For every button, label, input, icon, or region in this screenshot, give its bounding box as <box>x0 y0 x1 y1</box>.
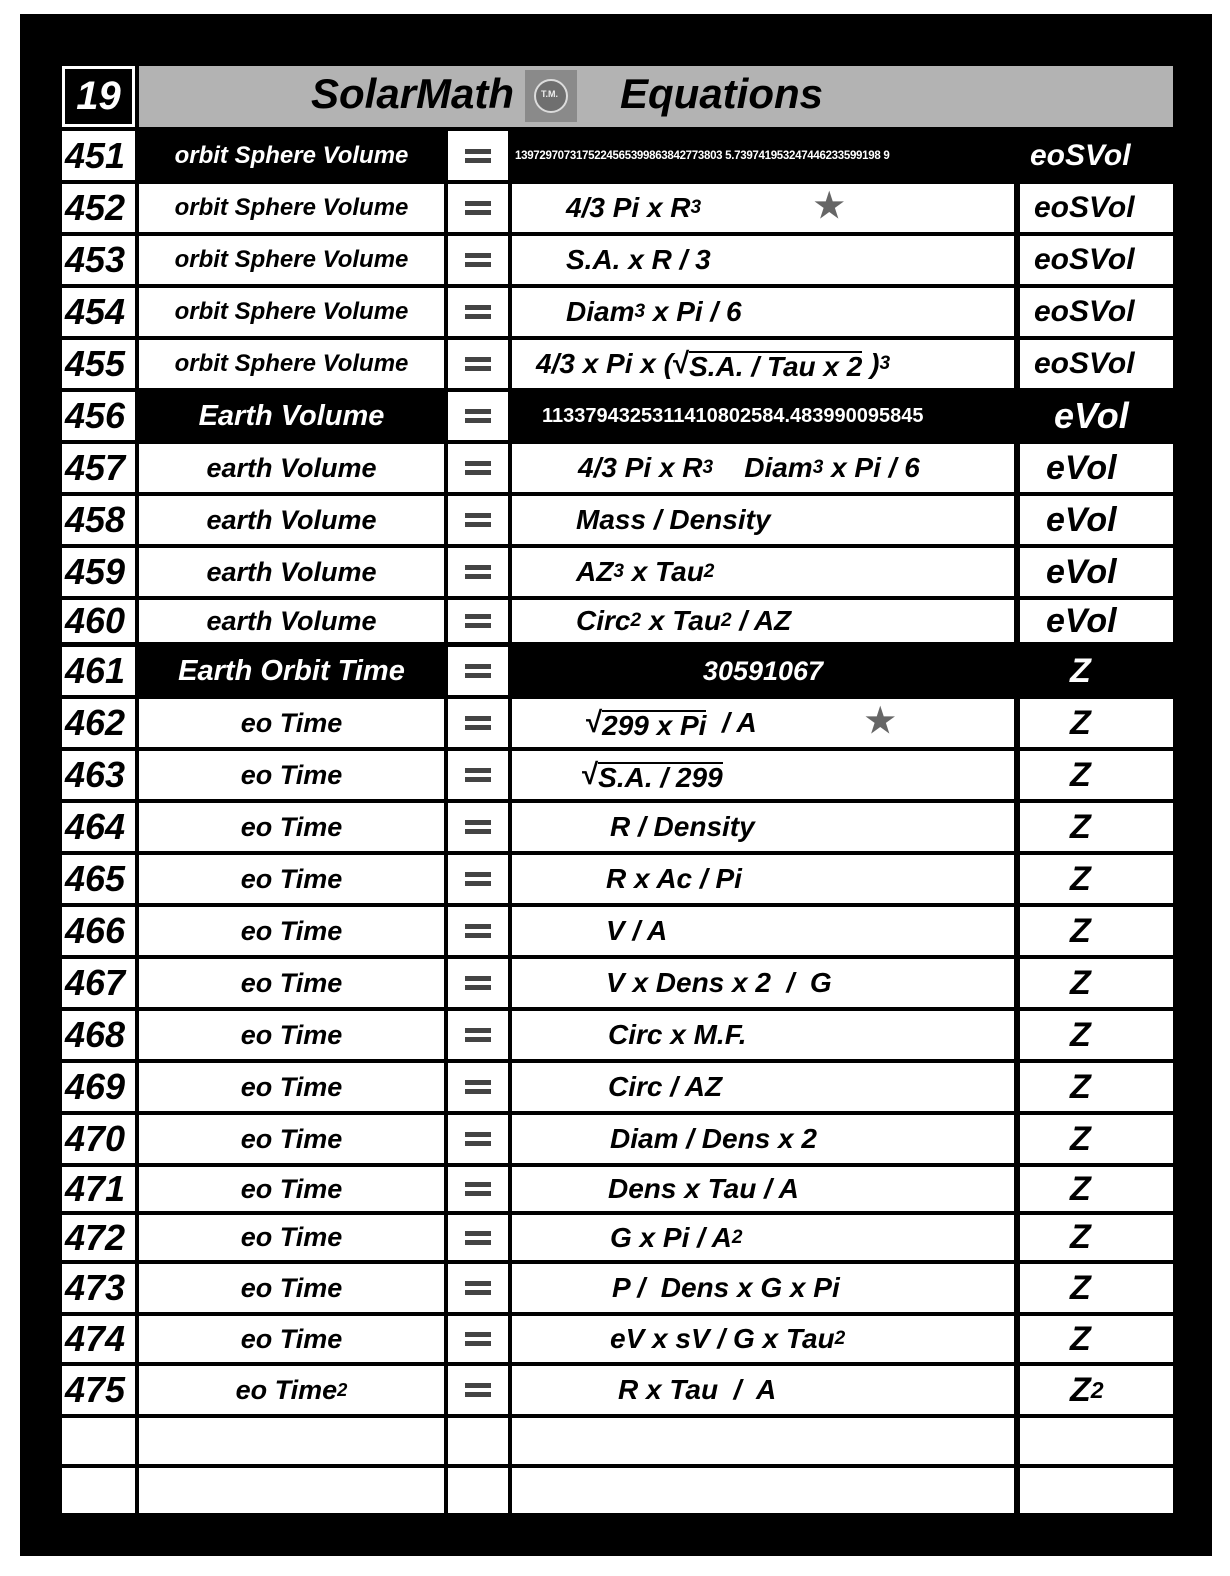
equals-sign <box>448 131 508 180</box>
row-number: 472 <box>62 1215 135 1260</box>
row-label: Earth Orbit Time <box>139 647 444 695</box>
row-number: 471 <box>62 1167 135 1211</box>
row-label: orbit Sphere Volume <box>139 288 444 336</box>
row-formula: Diam 3 x Pi / 6 <box>512 288 1014 336</box>
solarmath-logo-icon: T.M. <box>525 70 577 122</box>
row-number: 451 <box>62 131 135 180</box>
row-label: orbit Sphere Volume <box>139 340 444 388</box>
row-formula: S.A. x R / 3 <box>512 236 1014 284</box>
empty-cell <box>139 1418 444 1464</box>
row-number: 470 <box>62 1115 135 1163</box>
row-number: 473 <box>62 1264 135 1312</box>
row-number: 457 <box>62 444 135 492</box>
empty-cell <box>448 1468 508 1513</box>
row-formula: √ S.A. / 299 <box>512 751 1014 799</box>
equals-sign <box>448 184 508 232</box>
row-number: 453 <box>62 236 135 284</box>
row-number: 455 <box>62 340 135 388</box>
row-formula: 4/3 Pi x R 3 Diam 3 x Pi / 6 <box>512 444 1014 492</box>
row-formula: AZ 3 x Tau 2 <box>512 548 1014 596</box>
row-code: Z <box>1020 1264 1173 1312</box>
row-code: eVol <box>1020 600 1173 642</box>
row-number: 474 <box>62 1316 135 1362</box>
equals-sign <box>448 392 508 440</box>
equals-sign <box>448 959 508 1007</box>
row-label: eo Time <box>139 855 444 903</box>
row-code: Z <box>1020 1316 1173 1362</box>
row-formula: 1133794325311410802584.483990095845 <box>512 392 1014 440</box>
row-label: eo Time <box>139 1215 444 1260</box>
row-formula: R x Ac / Pi <box>512 855 1014 903</box>
row-label: Earth Volume <box>139 392 444 440</box>
row-code: eoSVol <box>1020 236 1173 284</box>
row-code: Z <box>1020 1011 1173 1059</box>
row-formula: 4/3 x Pi x ( √ S.A. / Tau x 2 ) 3 <box>512 340 1014 388</box>
row-code: Z <box>1020 751 1173 799</box>
row-code: Z <box>1020 1167 1173 1211</box>
equals-sign <box>448 647 508 695</box>
row-code: Z <box>1020 1063 1173 1111</box>
title-bar <box>139 66 1173 127</box>
empty-cell <box>448 1418 508 1464</box>
equals-sign <box>448 699 508 747</box>
row-label: eo Time <box>139 1167 444 1211</box>
row-formula: √ 299 x Pi / A ★ <box>512 699 1014 747</box>
row-number: 464 <box>62 803 135 851</box>
row-number: 462 <box>62 699 135 747</box>
row-label: earth Volume <box>139 548 444 596</box>
row-label: eo Time <box>139 1264 444 1312</box>
row-formula: 30591067 <box>512 647 1014 695</box>
row-code: Z <box>1020 1115 1173 1163</box>
equals-sign <box>448 1366 508 1414</box>
row-formula: Circ 2 x Tau 2 / AZ <box>512 600 1014 642</box>
row-formula: R / Density <box>512 803 1014 851</box>
row-formula: V x Dens x 2 / G <box>512 959 1014 1007</box>
row-formula: R x Tau / A <box>512 1366 1014 1414</box>
row-code: eoSVol <box>1020 131 1173 180</box>
row-code: eVol <box>1020 548 1173 596</box>
row-number: 463 <box>62 751 135 799</box>
row-formula: Circ / AZ <box>512 1063 1014 1111</box>
row-label: eo Time <box>139 1115 444 1163</box>
equals-sign <box>448 907 508 955</box>
row-formula: P / Dens x G x Pi <box>512 1264 1014 1312</box>
equals-sign <box>448 1167 508 1211</box>
equals-sign <box>448 855 508 903</box>
row-code: Z <box>1020 959 1173 1007</box>
row-label: earth Volume <box>139 496 444 544</box>
row-label: orbit Sphere Volume <box>139 236 444 284</box>
row-label: eo Time <box>139 1063 444 1111</box>
empty-cell <box>139 1468 444 1513</box>
empty-cell <box>1020 1418 1173 1464</box>
row-code: eoSVol <box>1020 288 1173 336</box>
row-code: Z <box>1020 803 1173 851</box>
row-number: 454 <box>62 288 135 336</box>
page-title-solarmath: SolarMath <box>311 70 515 117</box>
row-label: eo Time <box>139 1011 444 1059</box>
row-label: eo Time <box>139 907 444 955</box>
row-label: eo Time <box>139 751 444 799</box>
row-number: 458 <box>62 496 135 544</box>
row-number: 475 <box>62 1366 135 1414</box>
equals-sign <box>448 1063 508 1111</box>
empty-cell <box>62 1418 135 1464</box>
page-title-equations: Equations <box>620 70 824 117</box>
row-label: eo Time <box>139 699 444 747</box>
row-code: Z <box>1020 1215 1173 1260</box>
row-label: earth Volume <box>139 600 444 642</box>
row-number: 465 <box>62 855 135 903</box>
equals-sign <box>448 548 508 596</box>
row-label: orbit Sphere Volume <box>139 131 444 180</box>
row-formula: Dens x Tau / A <box>512 1167 1014 1211</box>
row-number: 459 <box>62 548 135 596</box>
row-formula: G x Pi / A 2 <box>512 1215 1014 1260</box>
row-label: earth Volume <box>139 444 444 492</box>
row-formula: V / A <box>512 907 1014 955</box>
row-formula: 4/3 Pi x R 3 ★ <box>512 184 1014 232</box>
star-icon: ★ <box>865 702 896 740</box>
row-formula: Mass / Density <box>512 496 1014 544</box>
row-label: eo Time 2 <box>139 1366 444 1414</box>
row-number: 461 <box>62 647 135 695</box>
empty-cell <box>512 1468 1014 1513</box>
equals-sign <box>448 1264 508 1312</box>
row-number: 460 <box>62 600 135 642</box>
equals-sign <box>448 751 508 799</box>
row-label: eo Time <box>139 1316 444 1362</box>
row-number: 456 <box>62 392 135 440</box>
page-number: 19 <box>62 66 135 127</box>
empty-cell <box>512 1418 1014 1464</box>
row-code: Z <box>1020 855 1173 903</box>
row-number: 452 <box>62 184 135 232</box>
row-formula: eV x sV / G x Tau 2 <box>512 1316 1014 1362</box>
equals-sign <box>448 600 508 642</box>
row-code: Z <box>1020 647 1173 695</box>
row-code: eVol <box>1020 444 1173 492</box>
row-formula: 1397297073175224565399863842773803 5.739741953247446233599198 9 <box>512 131 1014 180</box>
row-code: eVol <box>1020 496 1173 544</box>
row-code: eoSVol <box>1020 184 1173 232</box>
row-formula: Diam / Dens x 2 <box>512 1115 1014 1163</box>
row-formula: Circ x M.F. <box>512 1011 1014 1059</box>
row-number: 469 <box>62 1063 135 1111</box>
row-code: Z 2 <box>1020 1366 1173 1414</box>
empty-cell <box>1020 1468 1173 1513</box>
equals-sign <box>448 496 508 544</box>
equals-sign <box>448 340 508 388</box>
equals-sign <box>448 803 508 851</box>
equals-sign <box>448 444 508 492</box>
row-label: eo Time <box>139 803 444 851</box>
equals-sign <box>448 1011 508 1059</box>
row-number: 467 <box>62 959 135 1007</box>
row-number: 466 <box>62 907 135 955</box>
equals-sign <box>448 1316 508 1362</box>
row-label: eo Time <box>139 959 444 1007</box>
equals-sign <box>448 1215 508 1260</box>
row-label: orbit Sphere Volume <box>139 184 444 232</box>
row-code: Z <box>1020 907 1173 955</box>
equals-sign <box>448 1115 508 1163</box>
row-number: 468 <box>62 1011 135 1059</box>
row-code: eVol <box>1020 392 1173 440</box>
row-code: Z <box>1020 699 1173 747</box>
row-code: eoSVol <box>1020 340 1173 388</box>
empty-cell <box>62 1468 135 1513</box>
star-icon: ★ <box>814 187 845 225</box>
equals-sign <box>448 288 508 336</box>
equals-sign <box>448 236 508 284</box>
